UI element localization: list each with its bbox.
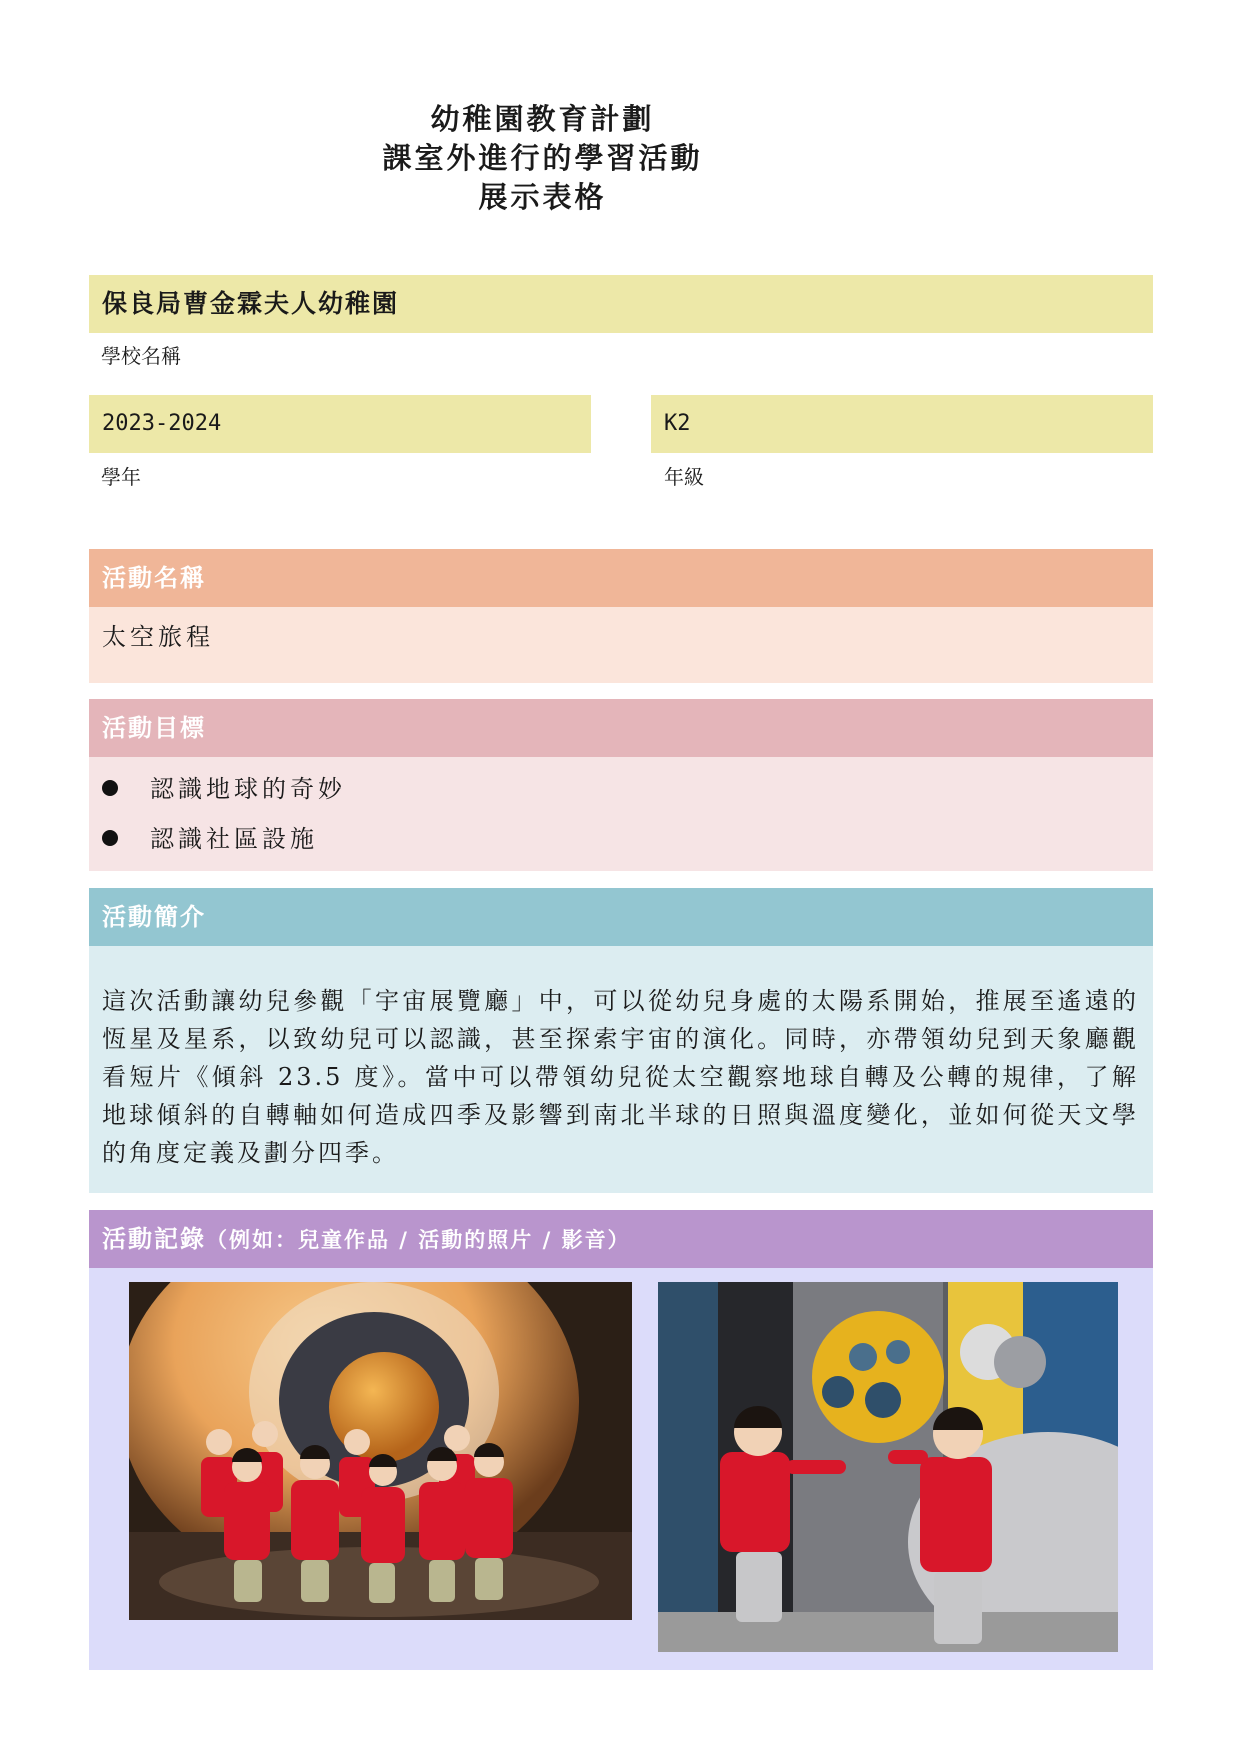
title-line-3: 展示表格 [478, 180, 607, 214]
school-name-label: 學校名稱 [101, 344, 181, 368]
activity-intro-text: 這次活動讓幼兒參觀「宇宙展覽廳」中，可以從幼兒身處的太陽系開始，推展至遙遠的恆星及星系，以致幼兒可以認識，甚至探索宇宙的演化。同時，亦帶領幼兒到天象廳觀看短片《傾斜 23.5 度》。當中可以帶領幼兒從太空觀察地球自轉及公轉的規律，了解地球傾斜的自轉軸如何造成四季及影響到南北半球的日照與溫度變化，並如何從天文學的角度定義及劃分四季。 [89, 946, 1153, 1193]
school-year-field: 2023-2024 [89, 395, 591, 453]
form-title [0, 100, 1085, 217]
activity-goals-heading: 活動目標 [89, 699, 1153, 757]
bullet-icon [102, 780, 118, 796]
grade-field: K2 [651, 395, 1153, 453]
activity-name-value: 太空旅程 [89, 607, 1153, 683]
activity-goals-list [89, 757, 1153, 871]
activity-record-title: 活動記錄 [102, 1224, 206, 1253]
bullet-icon [102, 830, 118, 846]
title-line-2: 課室外進行的學習活動 [382, 141, 703, 175]
school-year-label: 學年 [101, 465, 141, 489]
exhibit-photo [658, 1282, 1118, 1652]
activity-record-subtitle: （例如：兒童作品 / 活動的照片 / 影音） [206, 1227, 631, 1252]
grade-label: 年級 [664, 465, 704, 489]
school-name-field: 保良局曹金霖夫人幼稚園 [89, 275, 1153, 333]
activity-intro-heading: 活動簡介 [89, 888, 1153, 946]
title-line-1: 幼稚園教育計劃 [430, 102, 655, 136]
goal-item: 認識社區設施 [102, 819, 318, 854]
activity-record-heading [89, 1210, 1153, 1268]
activity-name-heading: 活動名稱 [89, 549, 1153, 607]
group-photo [129, 1282, 632, 1620]
goal-item: 認識地球的奇妙 [102, 769, 346, 804]
